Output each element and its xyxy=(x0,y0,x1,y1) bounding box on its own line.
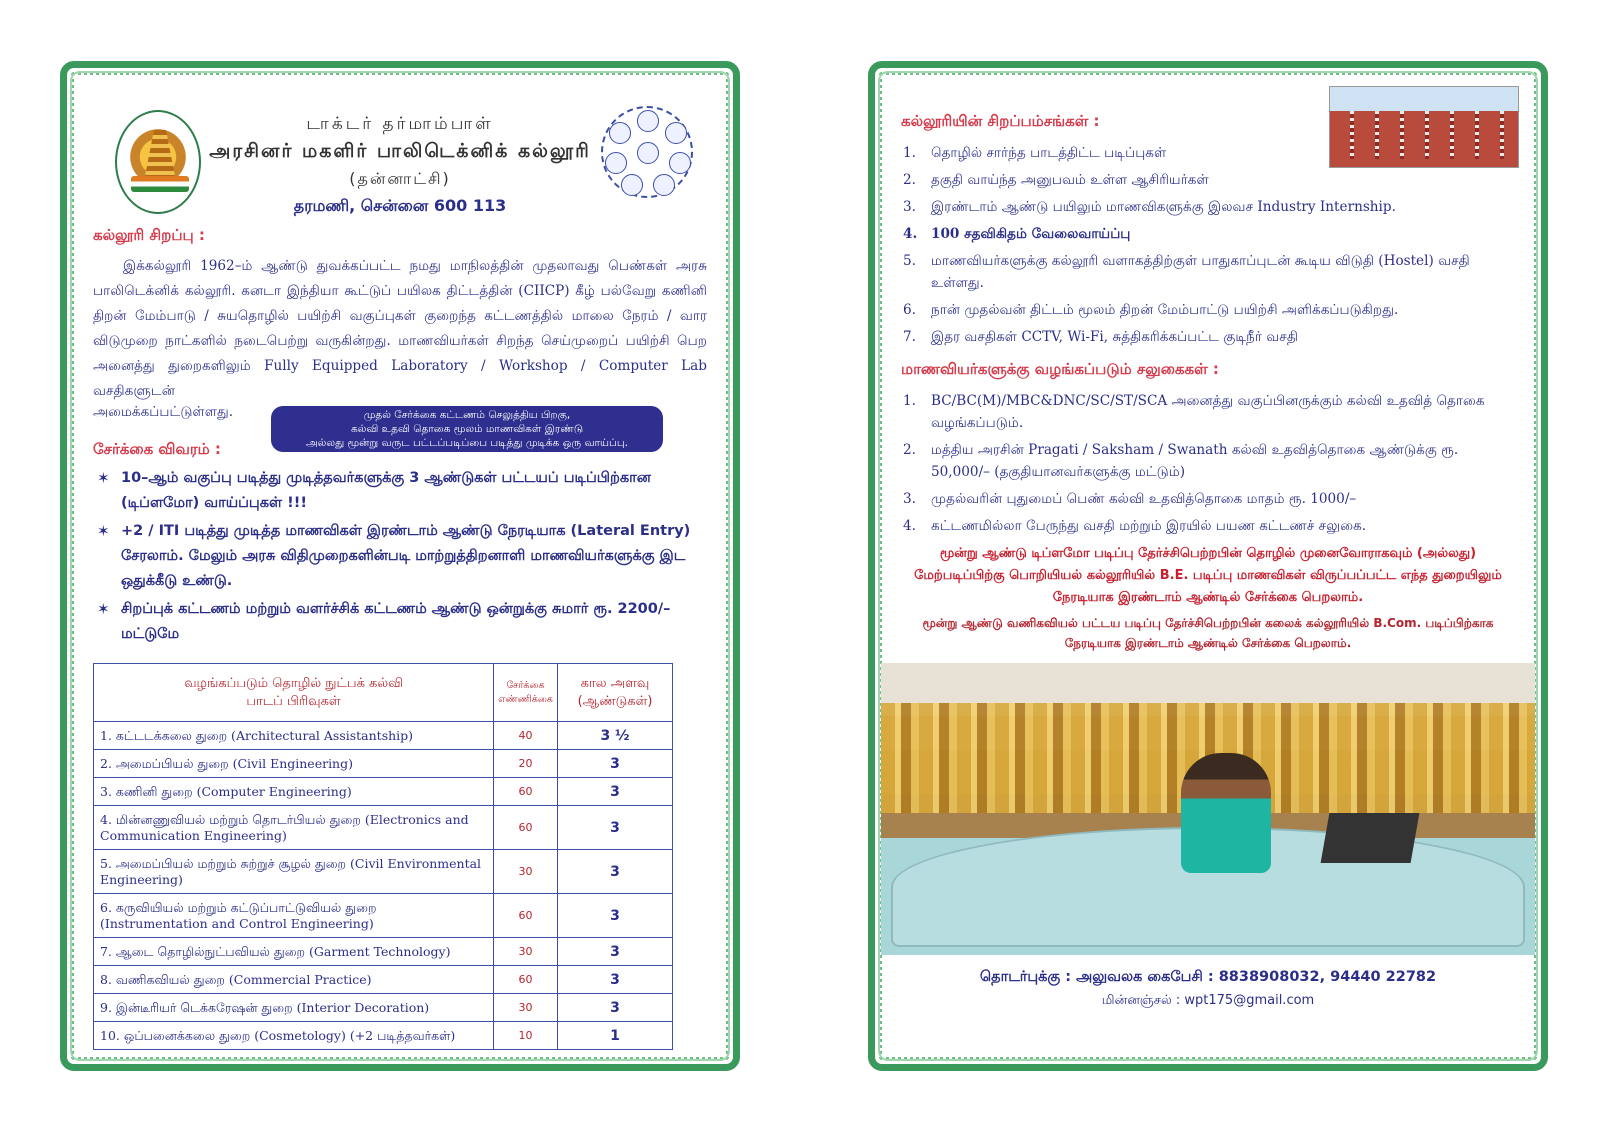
table-row xyxy=(94,778,673,806)
course-seats: 60 xyxy=(494,966,558,994)
list-item: 5. மாணவியர்களுக்கு கல்லூரி வளாகத்திற்குள் பாதுகாப்புடன் கூடிய விடுதி (Hostel) வசதி உள்ளது. xyxy=(903,253,1470,291)
list-item: 7. இதர வசதிகள் CCTV, Wi-Fi, சுத்திகரிக்கப்பட்ட குடிநீர் வசதி xyxy=(903,329,1298,345)
star-icon: ✶ xyxy=(97,600,110,618)
course-name: 10. ஒப்பனைக்கலை துறை (Cosmetology) (+2 படித்தவர்கள்) xyxy=(94,1022,494,1050)
table-row xyxy=(94,722,673,750)
college-name-line1: டாக்டர் தர்மாம்பாள் xyxy=(306,114,494,134)
star-icon: ✶ xyxy=(97,469,110,487)
course-name: 7. ஆடை தொழில்நுட்பவியல் துறை (Garment Technology) xyxy=(94,938,494,966)
list-item: 6. நான் முதல்வன் திட்டம் மூலம் திறன் மேம்பாட்டு பயிற்சி அளிக்கப்படுகிறது. xyxy=(903,302,1399,318)
admission-title: சேர்க்கை விவரம் : xyxy=(93,440,221,458)
course-name: 6. கருவியியல் மற்றும் கட்டுப்பாட்டுவியல் துறை (Instrumentation and Control Engineering) xyxy=(94,894,494,938)
right-page xyxy=(868,61,1548,1071)
polytechnic-logo-icon xyxy=(601,106,693,198)
table-row xyxy=(94,750,673,778)
header-course-name: வழங்கப்படும் தொழில் நுட்பக் கல்வி பாடப் பிரிவுகள் xyxy=(94,664,494,722)
list-item: 1. தொழில் சார்ந்த பாடத்திட்ட படிப்புகள் xyxy=(903,145,1167,161)
course-seats: 40 xyxy=(494,722,558,750)
college-header xyxy=(93,90,707,220)
callout-line: கல்வி உதவி தொகை மூலம் மாணவிகள் இரண்டு xyxy=(350,423,584,435)
tamil-nadu-emblem-icon xyxy=(115,110,201,214)
admission-bullets xyxy=(93,466,707,647)
course-seats: 60 xyxy=(494,806,558,850)
course-seats: 60 xyxy=(494,778,558,806)
benefits-title: மாணவியர்களுக்கு வழங்கப்படும் சலுகைகள் : xyxy=(901,360,1219,378)
contact-phone: தொடர்புக்கு : அலுவலக கைபேசி : 8838908032, 94440 22782 xyxy=(979,969,1437,985)
features-title: கல்லூரியின் சிறப்பம்சங்கள் : xyxy=(901,112,1100,130)
course-duration: 3 xyxy=(558,850,673,894)
course-duration: 3 ½ xyxy=(558,722,673,750)
table-row xyxy=(94,894,673,938)
course-duration: 3 xyxy=(558,778,673,806)
table-row xyxy=(94,1022,673,1050)
course-seats: 60 xyxy=(494,894,558,938)
course-seats: 10 xyxy=(494,1022,558,1050)
course-duration: 3 xyxy=(558,966,673,994)
course-name: 9. இன்டீரியர் டெக்கரேஷன் துறை (Interior Decoration) xyxy=(94,994,494,1022)
list-item: ✶ சிறப்புக் கட்டணம் மற்றும் வளர்ச்சிக் கட்டணம் ஆண்டு ஒன்றுக்கு சுமார் ரூ. 2200/–மட்டுமே xyxy=(93,597,707,647)
bcom-note: மூன்று ஆண்டு வணிகவியல் பட்டய படிப்பு தேர்ச்சிபெற்றபின் கலைக் கல்லூரியில் B.Com. படிப்பிற்காக நேரடியாக இரண்டாம் ஆண்டில் சேர்க்கை பெறலாம். xyxy=(922,616,1494,650)
course-name: 2. அமைப்பியல் துறை (Civil Engineering) xyxy=(94,750,494,778)
course-seats: 30 xyxy=(494,938,558,966)
course-name: 4. மின்னணுவியல் மற்றும் தொடர்பியல் துறை (Electronics and Communication Engineering) xyxy=(94,806,494,850)
list-item: 4. கட்டணமில்லா பேருந்து வசதி மற்றும் இரயில் பயண கட்டணச் சலுகை. xyxy=(903,518,1367,534)
callout-line: அல்லது மூன்று வருட பட்டப்படிப்பை படித்து முடிக்க ஒரு வாய்ப்பு. xyxy=(306,437,628,449)
principal-office-photo xyxy=(881,663,1535,955)
specialty-title: கல்லூரி சிறப்பு : xyxy=(93,226,205,244)
college-autonomous: (தன்னாட்சி) xyxy=(349,169,451,188)
course-name: 5. அமைப்பியல் மற்றும் சுற்றுச் சூழல் துறை (Civil Environmental Engineering) xyxy=(94,850,494,894)
admission-title-row xyxy=(93,436,707,460)
course-name: 1. கட்டடக்கலை துறை (Architectural Assistantship) xyxy=(94,722,494,750)
list-item: 3. முதல்வரின் புதுமைப் பெண் கல்வி உதவித்தொகை மாதம் ரூ. 1000/– xyxy=(903,491,1357,507)
list-item: ✶ 10–ஆம் வகுப்பு படித்து முடித்தவர்களுக்கு 3 ஆண்டுகள் பட்டயப் படிப்பிற்கான (டிப்ளமோ) வாய்ப்புகள் !!! xyxy=(93,466,707,516)
courses-table xyxy=(93,663,673,1050)
course-duration: 3 xyxy=(558,994,673,1022)
specialty-paragraph: இக்கல்லூரி 1962–ம் ஆண்டு துவக்கப்பட்ட நமது மாநிலத்தின் முதலாவது பெண்கள் அரசு பாலிடெக்னிக் கல்லூரி. கனடா இந்தியா கூட்டுப் பயிலக திட்டத்தின் (CIICP) கீழ் பல்வேறு கணினி திறன் மேம்பாடு / சுயதொழில் பயிற்சி வகுப்புகள் குறைந்த கட்டணத்தில் மாலை நேரம் / வார விடுமுறை நாட்களில் நடைபெற்று வருகின்றது. மாணவியர்கள் சிறந்த செய்முறைப் பயிற்சி பெற அனைத்து துறைகளிலும் Fully Equipped Laboratory / Workshop / Computer Lab வசதிகளுடன் xyxy=(93,258,707,399)
college-address: தரமணி, சென்னை 600 113 xyxy=(293,196,507,215)
star-icon: ✶ xyxy=(97,522,110,540)
course-seats: 30 xyxy=(494,850,558,894)
features-list xyxy=(901,142,1515,348)
list-item: 3. இரண்டாம் ஆண்டு பயிலும் மாணவிகளுக்கு இலவச Industry Internship. xyxy=(903,199,1396,215)
paragraph-tail: அமைக்கப்பட்டுள்ளது. xyxy=(93,404,234,420)
table-row xyxy=(94,938,673,966)
table-row xyxy=(94,994,673,1022)
course-name: 3. கணினி துறை (Computer Engineering) xyxy=(94,778,494,806)
header-duration: கால அளவு (ஆண்டுகள்) xyxy=(558,664,673,722)
callout-line: முதல் சேர்க்கை கட்டணம் செலுத்திய பிறகு, xyxy=(363,409,571,421)
course-name: 8. வணிகவியல் துறை (Commercial Practice) xyxy=(94,966,494,994)
list-item: 2. மத்திய அரசின் Pragati / Saksham / Swanath கல்வி உதவித்தொகை ஆண்டுக்கு ரூ. 50,000/– (தகுதியானவர்களுக்கு மட்டும்) xyxy=(903,442,1459,480)
list-item: 4. 100 சதவிகிதம் வேலைவாய்ப்பு xyxy=(903,226,1131,242)
course-duration: 1 xyxy=(558,1022,673,1050)
header-seats: சேர்க்கை எண்ணிக்கை xyxy=(494,664,558,722)
list-item: 1. BC/BC(M)/MBC&DNC/SC/ST/SCA அனைத்து வகுப்பினருக்கும் கல்வி உதவித் தொகை வழங்கப்படும். xyxy=(903,393,1485,431)
course-duration: 3 xyxy=(558,938,673,966)
list-item: ✶ +2 / ITI படித்து முடித்த மாணவிகள் இரண்டாம் ஆண்டு நேரடியாக (Lateral Entry) சேரலாம். மேலும் அரசு விதிமுறைகளின்படி மாற்றுத்திறனாளி மாணவியர்களுக்கு இட ஒதுக்கீடு உண்டு. xyxy=(93,519,707,594)
course-duration: 3 xyxy=(558,894,673,938)
table-row xyxy=(94,806,673,850)
benefits-list xyxy=(901,390,1515,537)
course-duration: 3 xyxy=(558,750,673,778)
list-item: 2. தகுதி வாய்ந்த அனுபவம் உள்ள ஆசிரியர்கள் xyxy=(903,172,1209,188)
left-page xyxy=(60,61,740,1071)
course-duration: 3 xyxy=(558,806,673,850)
table-row xyxy=(94,966,673,994)
diploma-note: மூன்று ஆண்டு டிப்ளமோ படிப்பு தேர்ச்சிபெற்றபின் தொழில் முனைவோராகவும் (அல்லது) மேற்படிப்பிற்கு பொறியியல் கல்லூரியில் B.E. படிப்பு மாணவிகள் விருப்பப்பட்ட எந்த துறையிலும் நேரடியாக இரண்டாம் ஆண்டில் சேர்க்கை பெறலாம். xyxy=(914,546,1502,605)
course-seats: 30 xyxy=(494,994,558,1022)
table-row xyxy=(94,850,673,894)
contact-email: மின்னஞ்சல் : wpt175@gmail.com xyxy=(1101,993,1315,1008)
college-name-line2: அரசினர் மகளிர் பாலிடெக்னிக் கல்லூரி xyxy=(209,140,591,162)
table-header-row xyxy=(94,664,673,722)
course-seats: 20 xyxy=(494,750,558,778)
